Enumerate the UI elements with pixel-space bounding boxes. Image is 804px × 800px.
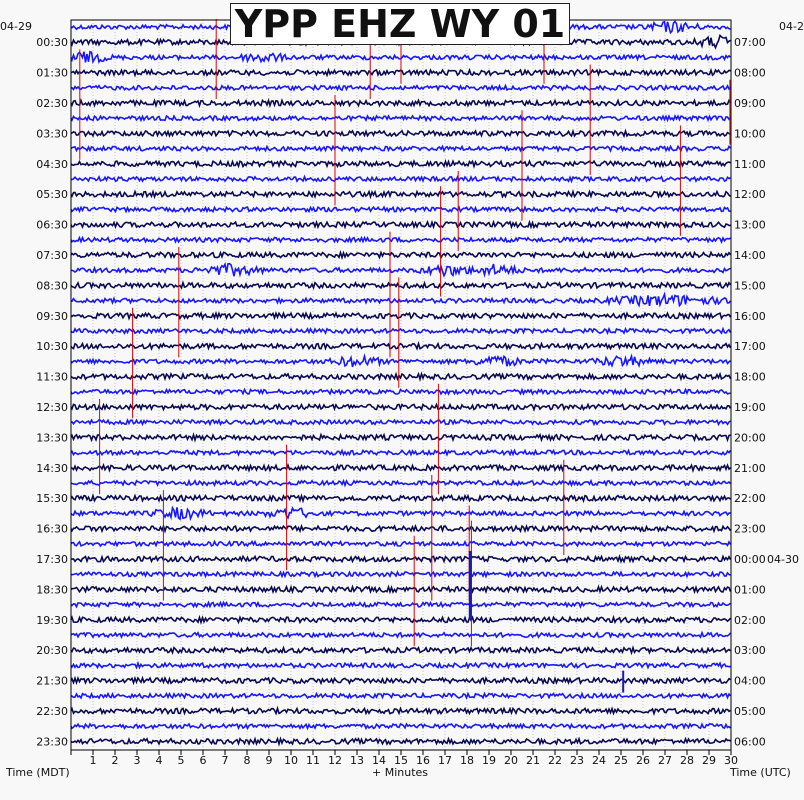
x-tick-label: 7 xyxy=(221,754,229,767)
right-time-label: 12:00 xyxy=(734,188,766,202)
left-time-label: 03:30 xyxy=(36,127,68,141)
right-time-label: 02:00 xyxy=(734,613,766,627)
right-time-label: 11:00 xyxy=(734,157,766,171)
trace-line xyxy=(71,283,731,288)
right-time-label: 23:00 xyxy=(734,522,766,536)
trace-line xyxy=(71,344,731,349)
x-tick-label: 1 xyxy=(89,754,97,767)
axis-labels xyxy=(36,36,799,767)
left-time-label: 15:30 xyxy=(36,492,68,506)
right-time-label: 06:00 xyxy=(734,735,766,749)
x-tick-label: 21 xyxy=(526,754,540,767)
right-time-label: 21:00 xyxy=(734,461,766,475)
trace-line xyxy=(71,420,731,424)
trace-line xyxy=(71,264,731,277)
right-time-label: 04:00 xyxy=(734,674,766,688)
left-time-label: 14:30 xyxy=(36,461,68,475)
seismic-traces xyxy=(71,22,731,745)
left-time-label: 20:30 xyxy=(36,644,68,658)
x-tick-label: 5 xyxy=(177,754,185,767)
right-time-label: 19:00 xyxy=(734,401,766,414)
x-tick-label: 12 xyxy=(328,754,342,767)
left-time-label: 22:30 xyxy=(36,705,68,718)
x-tick-label: 27 xyxy=(658,754,672,767)
trace-line xyxy=(71,390,731,394)
left-time-label: 17:30 xyxy=(36,553,68,566)
x-tick-label: 25 xyxy=(614,754,628,767)
minute-gridlines xyxy=(93,20,709,750)
right-time-label: 03:00 xyxy=(734,644,766,658)
date-right-top-label: 04-2 xyxy=(779,20,804,33)
right-time-label: 07:00 xyxy=(734,36,766,50)
x-tick-label: 28 xyxy=(680,754,694,767)
right-time-label: 15:00 xyxy=(734,279,766,293)
x-tick-label: 26 xyxy=(636,754,650,767)
x-tick-label: 19 xyxy=(482,754,496,767)
right-time-label: 20:00 xyxy=(734,431,766,445)
trace-line xyxy=(71,724,731,728)
trace-line xyxy=(71,602,731,606)
right-time-label: 10:00 xyxy=(734,127,766,141)
right-time-label: 01:00 xyxy=(734,583,766,597)
left-time-label: 07:30 xyxy=(36,249,68,262)
x-tick-label: 17 xyxy=(438,754,452,767)
x-tick-label: 23 xyxy=(570,754,584,767)
x-tick-label: 10 xyxy=(284,754,298,767)
left-time-label: 04:30 xyxy=(36,157,68,171)
trace-line xyxy=(71,146,731,150)
date-left-label: 04-29 xyxy=(0,20,32,33)
left-time-label: 18:30 xyxy=(36,583,68,597)
left-time-label: 08:30 xyxy=(36,279,68,293)
x-tick-label: 29 xyxy=(702,754,716,767)
trace-line xyxy=(71,663,731,667)
trace-line xyxy=(71,177,731,181)
x-tick-label: 22 xyxy=(548,754,562,767)
trace-line xyxy=(71,678,731,683)
x-tick-label: 15 xyxy=(394,754,408,767)
right-time-label: 13:00 xyxy=(734,218,766,232)
left-time-label: 13:30 xyxy=(36,431,68,445)
x-tick-label: 20 xyxy=(504,754,518,767)
right-time-label: 17:00 xyxy=(734,340,766,354)
x-tick-label: 18 xyxy=(460,754,474,767)
trace-line xyxy=(71,633,731,637)
trace-line xyxy=(71,404,731,409)
left-time-label: 12:30 xyxy=(36,401,68,414)
date-change-label: 04-30 xyxy=(767,553,799,566)
left-axis-title: Time (MDT) xyxy=(6,766,70,779)
right-time-label: 05:00 xyxy=(734,705,766,718)
x-axis-title: + Minutes xyxy=(372,766,429,779)
x-tick-label: 3 xyxy=(133,754,141,767)
x-tick-label: 14 xyxy=(372,754,386,767)
left-time-label: 19:30 xyxy=(36,613,68,627)
left-time-label: 02:30 xyxy=(36,97,68,110)
right-time-label: 08:00 xyxy=(734,66,766,80)
x-tick-label: 16 xyxy=(416,754,430,767)
x-tick-label: 13 xyxy=(350,754,364,767)
x-tick-label: 6 xyxy=(199,754,207,767)
right-time-label: 16:00 xyxy=(734,309,766,323)
right-time-label: 18:00 xyxy=(734,370,766,384)
trace-line xyxy=(71,192,731,197)
x-tick-label: 8 xyxy=(243,754,251,767)
right-time-label: 09:00 xyxy=(734,97,766,110)
right-time-label: 22:00 xyxy=(734,492,766,506)
left-time-label: 00:30 xyxy=(36,36,68,50)
x-tick-label: 11 xyxy=(306,754,320,767)
trace-line xyxy=(71,450,731,454)
trace-line xyxy=(71,161,731,166)
left-time-label: 06:30 xyxy=(36,218,68,232)
station-title: YPP EHZ WY 01 xyxy=(230,3,570,45)
trace-line xyxy=(71,207,731,211)
x-tick-label: 24 xyxy=(592,754,606,767)
x-tick-label: 2 xyxy=(111,754,119,767)
right-axis-title: Time (UTC) xyxy=(730,766,791,779)
trace-line xyxy=(71,313,731,318)
left-time-label: 05:30 xyxy=(36,188,68,202)
left-time-label: 09:30 xyxy=(36,309,68,323)
left-time-label: 21:30 xyxy=(36,674,68,688)
left-time-label: 01:30 xyxy=(36,66,68,80)
right-time-label: 00:00 xyxy=(734,553,766,566)
trace-line xyxy=(71,739,731,744)
left-time-label: 16:30 xyxy=(36,522,68,536)
left-time-label: 10:30 xyxy=(36,340,68,354)
trace-line xyxy=(71,708,731,713)
x-tick-label: 30 xyxy=(724,754,738,767)
trace-line xyxy=(71,481,731,485)
plot-frame xyxy=(71,20,731,750)
trace-line xyxy=(71,465,731,470)
right-time-label: 14:00 xyxy=(734,249,766,262)
trace-line xyxy=(71,131,731,136)
x-tick-label: 9 xyxy=(265,754,273,767)
left-time-label: 23:30 xyxy=(36,735,68,749)
left-time-label: 11:30 xyxy=(36,370,68,384)
x-tick-label: 4 xyxy=(155,754,163,767)
